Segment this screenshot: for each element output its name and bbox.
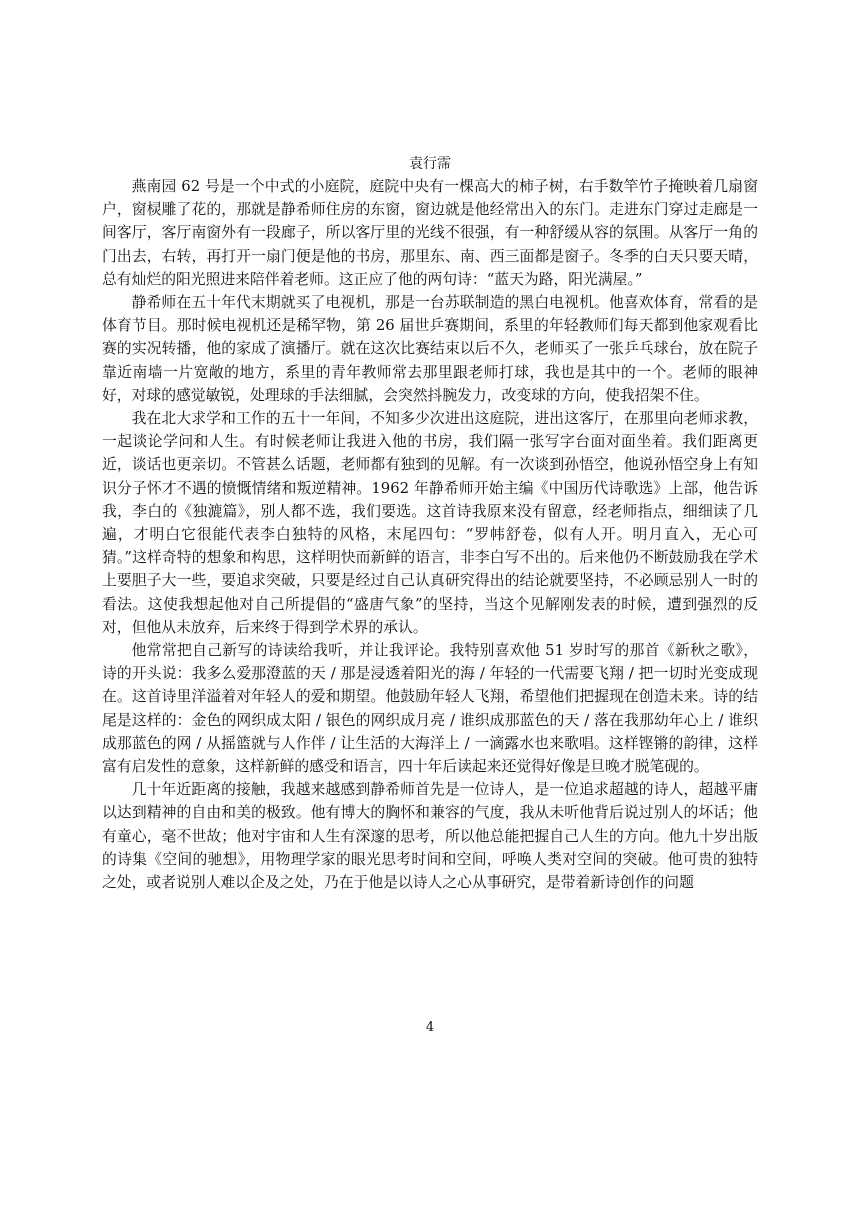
page-number: 4 xyxy=(425,1020,435,1035)
article-body xyxy=(102,175,758,894)
paragraph-1: 燕南园 62 号是一个中式的小庭院，庭院中央有一棵高大的柿子树，右手数竿竹子掩映着几扇窗户，窗棂雕了花的，那就是静希师住房的东窗，窗边就是他经常出入的东门。走进东门穿过走廊是一间客厅，客厅南窗外有一段廊子，所以客厅里的光线不很强，有一种舒缓从容的氛围。从客厅一角的门出去，右转，再打开一扇门便是他的书房，那里东、南、西三面都是窗子。冬季的白天只要天晴，总有灿烂的阳光照进来陪伴着老师。这正应了他的两句诗：“蓝天为路，阳光满屋。” xyxy=(102,178,758,288)
paragraph-2: 静希师在五十年代末期就买了电视机，那是一台苏联制造的黑白电视机。他喜欢体育，常看的是体育节目。那时候电视机还是稀罕物，第 26 届世乒赛期间，系里的年轻教师们每天都到他家观看比赛的实况转播，他的家成了演播厅。就在这次比赛结束以后不久，老师买了一张乒乓球台，放在院子靠近南墙一片宽敞的地方，系里的青年教师常去那里跟老师打球，我也是其中的一个。老师的眼神好，对球的感觉敏锐，处理球的手法细腻，会突然抖腕发力，改变球的方向，使我招架不住。 xyxy=(102,294,758,404)
paragraph-5: 几十年近距离的接触，我越来越感到静希师首先是一位诗人，是一位追求超越的诗人，超越平庸以达到精神的自由和美的极致。他有博大的胸怀和兼容的气度，我从未听他背后说过别人的坏话；他有童心，毫不世故；他对宇宙和人生有深邃的思考，所以他总能把握自己人生的方向。他九十岁出版的诗集《空间的驰想》，用物理学家的眼光思考时间和空间，呼唤人类对空间的突破。他可贵的独特之处，或者说别人难以企及之处，乃在于他是以诗人之心从事研究，是带着新诗创作的问题 xyxy=(102,781,758,892)
paragraph-4: 他常常把自己新写的诗读给我听，并让我评论。我特别喜欢他 51 岁时写的那首《新秋之歌》，诗的开头说：我多么爱那澄蓝的天 / 那是浸透着阳光的海 / 年轻的一代需要飞翔 / 把一切时光变成现在。这首诗里洋溢着对年轻人的爱和期望。他鼓励年轻人飞翔，希望他们把握现在创造未来。诗的结尾是这样的：金色的网织成太阳 / 银色的网织成月亮 / 谁织成那蓝色的天 / 落在我那幼年心上 / 谁织成那蓝色的网 / 从摇篮就与人作伴 / 让生活的大海洋上 / 一滴露水也来歌唱。这样铿锵的韵律，这样富有启发性的意象，这样新鲜的感受和语言，四十年后读起来还觉得好像是旦晚才脱笔砚的。 xyxy=(102,642,758,776)
paragraph-3: 我在北大求学和工作的五十一年间，不知多少次进出这庭院，进出这客厅，在那里向老师求教，一起谈论学问和人生。有时候老师让我进入他的书房，我们隔一张写字台面对面坐着。我们距离更近，谈话也更亲切。不管甚么话题，老师都有独到的见解。有一次谈到孙悟空，他说孙悟空身上有知识分子怀才不遇的愤慨情绪和叛逆精神。1962 年静希师开始主编《中国历代诗歌选》上部，他告诉我，李白的《独漉篇》，别人都不选，我们要选。这首诗我原来没有留意，经老师指点，细细读了几遍，才明白它很能代表李白独特的风格，末尾四句：“罗帏舒卷，似有人开。明月直入，无心可猜。”这样奇特的想象和构思，这样明快而新鲜的语言，非李白写不出的。后来他仍不断鼓励我在学术上要胆子大一些，要追求突破，只要是经过自己认真研究得出的结论就要坚持，不必顾忌别人一时的看法。这使我想起他对自己所提倡的“盛唐气象”的坚持，当这个见解刚发表的时候，遭到强烈的反对，但他从未放弃，后来终于得到学术界的承认。 xyxy=(102,410,758,636)
author-name: 袁行霈 xyxy=(409,156,451,172)
